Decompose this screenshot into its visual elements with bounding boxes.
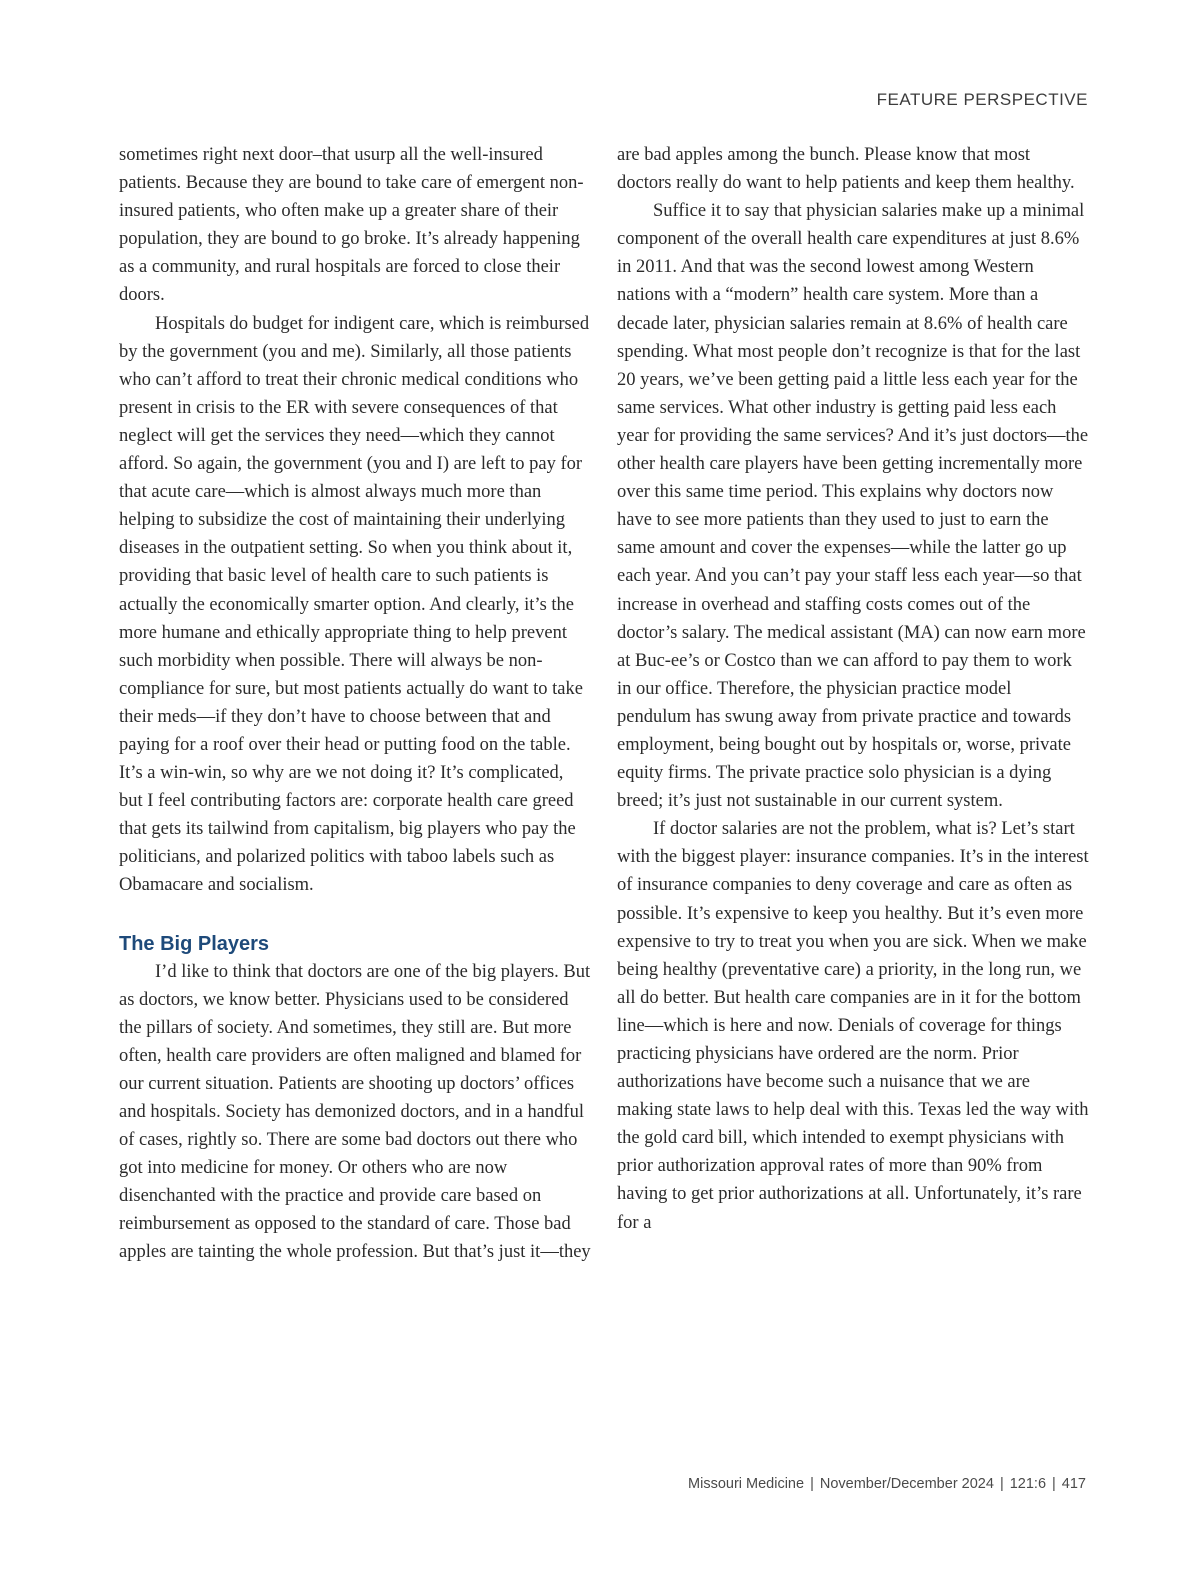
paragraph: sometimes right next door–that usurp all the well-insured patients. Because they are bound to take care of emergent non-insured patients, who often make up a greater share of their population, they are bound to go broke. It’s already happening as a community, and rural hospitals are forced to close their doors. — [119, 145, 584, 306]
journal-name: Missouri Medicine — [688, 1476, 805, 1492]
footer-separator: | — [999, 1476, 1004, 1492]
paragraph: are bad apples among the bunch. Please know that most doctors really do want to help patients and keep them healthy. — [617, 145, 1075, 194]
footer-separator: | — [1052, 1476, 1056, 1492]
issue-date: November/December 2024 — [819, 1476, 994, 1492]
page-number: 417 — [1061, 1476, 1086, 1492]
left-column — [119, 141, 591, 1267]
paragraph: If doctor salaries are not the problem, what is? Let’s start with the biggest player: insurance companies. It’s in the interest of insurance companies to deny coverage and care as often as possible. It’s expensive to keep you healthy. But it’s even more expensive to try to treat you when you are sick. When we make being healthy (preventative care) a priority, in the long run, we all do better. But health care companies are in it for the bottom line—which is here and now. Denials of coverage for things practicing physicians have ordered are the norm. Prior authorizations have become such a nuisance that we are making state laws to help deal with this. Texas led the way with the gold card bill, which intended to exempt physicians with prior authorization approval rates of more than 90% from having to get prior authorizations at all. Unfortunately, it’s rare for a — [617, 819, 1089, 1233]
footer-separator: | — [810, 1476, 814, 1492]
volume-issue: 121:6 — [1009, 1476, 1047, 1492]
section-label: FEATURE PERSPECTIVE — [876, 90, 1088, 109]
section-heading: The Big Players — [119, 932, 270, 955]
paragraph: Suffice it to say that physician salaries make up a minimal component of the overall health care expenditures at just 8.6% in 2011. And that was the second lowest among Western nations with a “modern” health care system. More than a decade later, physician salaries remain at 8.6% of health care spending. What most people don’t recognize is that for the last 20 years, we’ve been getting paid a little less each year for the same services. What other industry is getting paid less each year for providing the same services? And it’s just doctors—the other health care players have been getting incrementally more over this same time period. This explains why doctors now have to see more patients than they used to just to earn the same amount and cover the expenses—while the latter go up each year. And you can’t pay your staff less each year—so that increase in overhead and staffing costs comes out of the doctor’s salary. The medical assistant (MA) can now earn more at Buc-ee’s or Costco than we can afford to pay them to work in our office. Therefore, the physician practice model pendulum has swung away from private practice and towards employment, being bought out by hospitals or, worse, private equity firms. The private practice solo physician is a dying breed; it’s just not sustainable in our current system. — [617, 201, 1089, 812]
paragraph: I’d like to think that doctors are one of the big players. But as doctors, we know better. Physicians used to be considered the pillars of society. And sometimes, they still are. But more often, health care providers are often maligned and blamed for our current situation. Patients are shooting up doctors’ offices and hospitals. Society has demonized doctors, and in a handful of cases, rightly so. There are some bad doctors out there who got into medicine for money. Or others who are now disenchanted with the practice and provide care based on reimbursement as opposed to the standard of care. Those bad apples are tainting the whole profession. But that’s just it—they — [119, 961, 591, 1263]
right-column — [617, 141, 1089, 1237]
page-footer — [688, 1476, 1086, 1492]
paragraph: Hospitals do budget for indigent care, which is reimbursed by the government (you and me). Similarly, all those patients who can’t afford to treat their chronic medical conditions who present in crisis to the ER with severe consequences of that neglect will get the services they need—which they cannot afford. So again, the government (you and I) are left to pay for that acute care—which is almost always much more than helping to subsidize the cost of maintaining their underlying diseases in the outpatient setting. So when you think about it, providing that basic level of health care to such patients is actually the economically smarter option. And clearly, it’s the more humane and ethically appropriate thing to help prevent such morbidity when possible. There will always be non-compliance for sure, but most patients actually do want to take their meds—if they don’t have to choose between that and paying for a roof over their head or putting food on the table. It’s a win-win, so why are we not doing it? It’s complicated, but I feel contributing factors are: corporate health care greed that gets its tailwind from capitalism, big players who pay the politicians, and polarized politics with taboo labels such as Obamacare and socialism. — [119, 313, 590, 896]
